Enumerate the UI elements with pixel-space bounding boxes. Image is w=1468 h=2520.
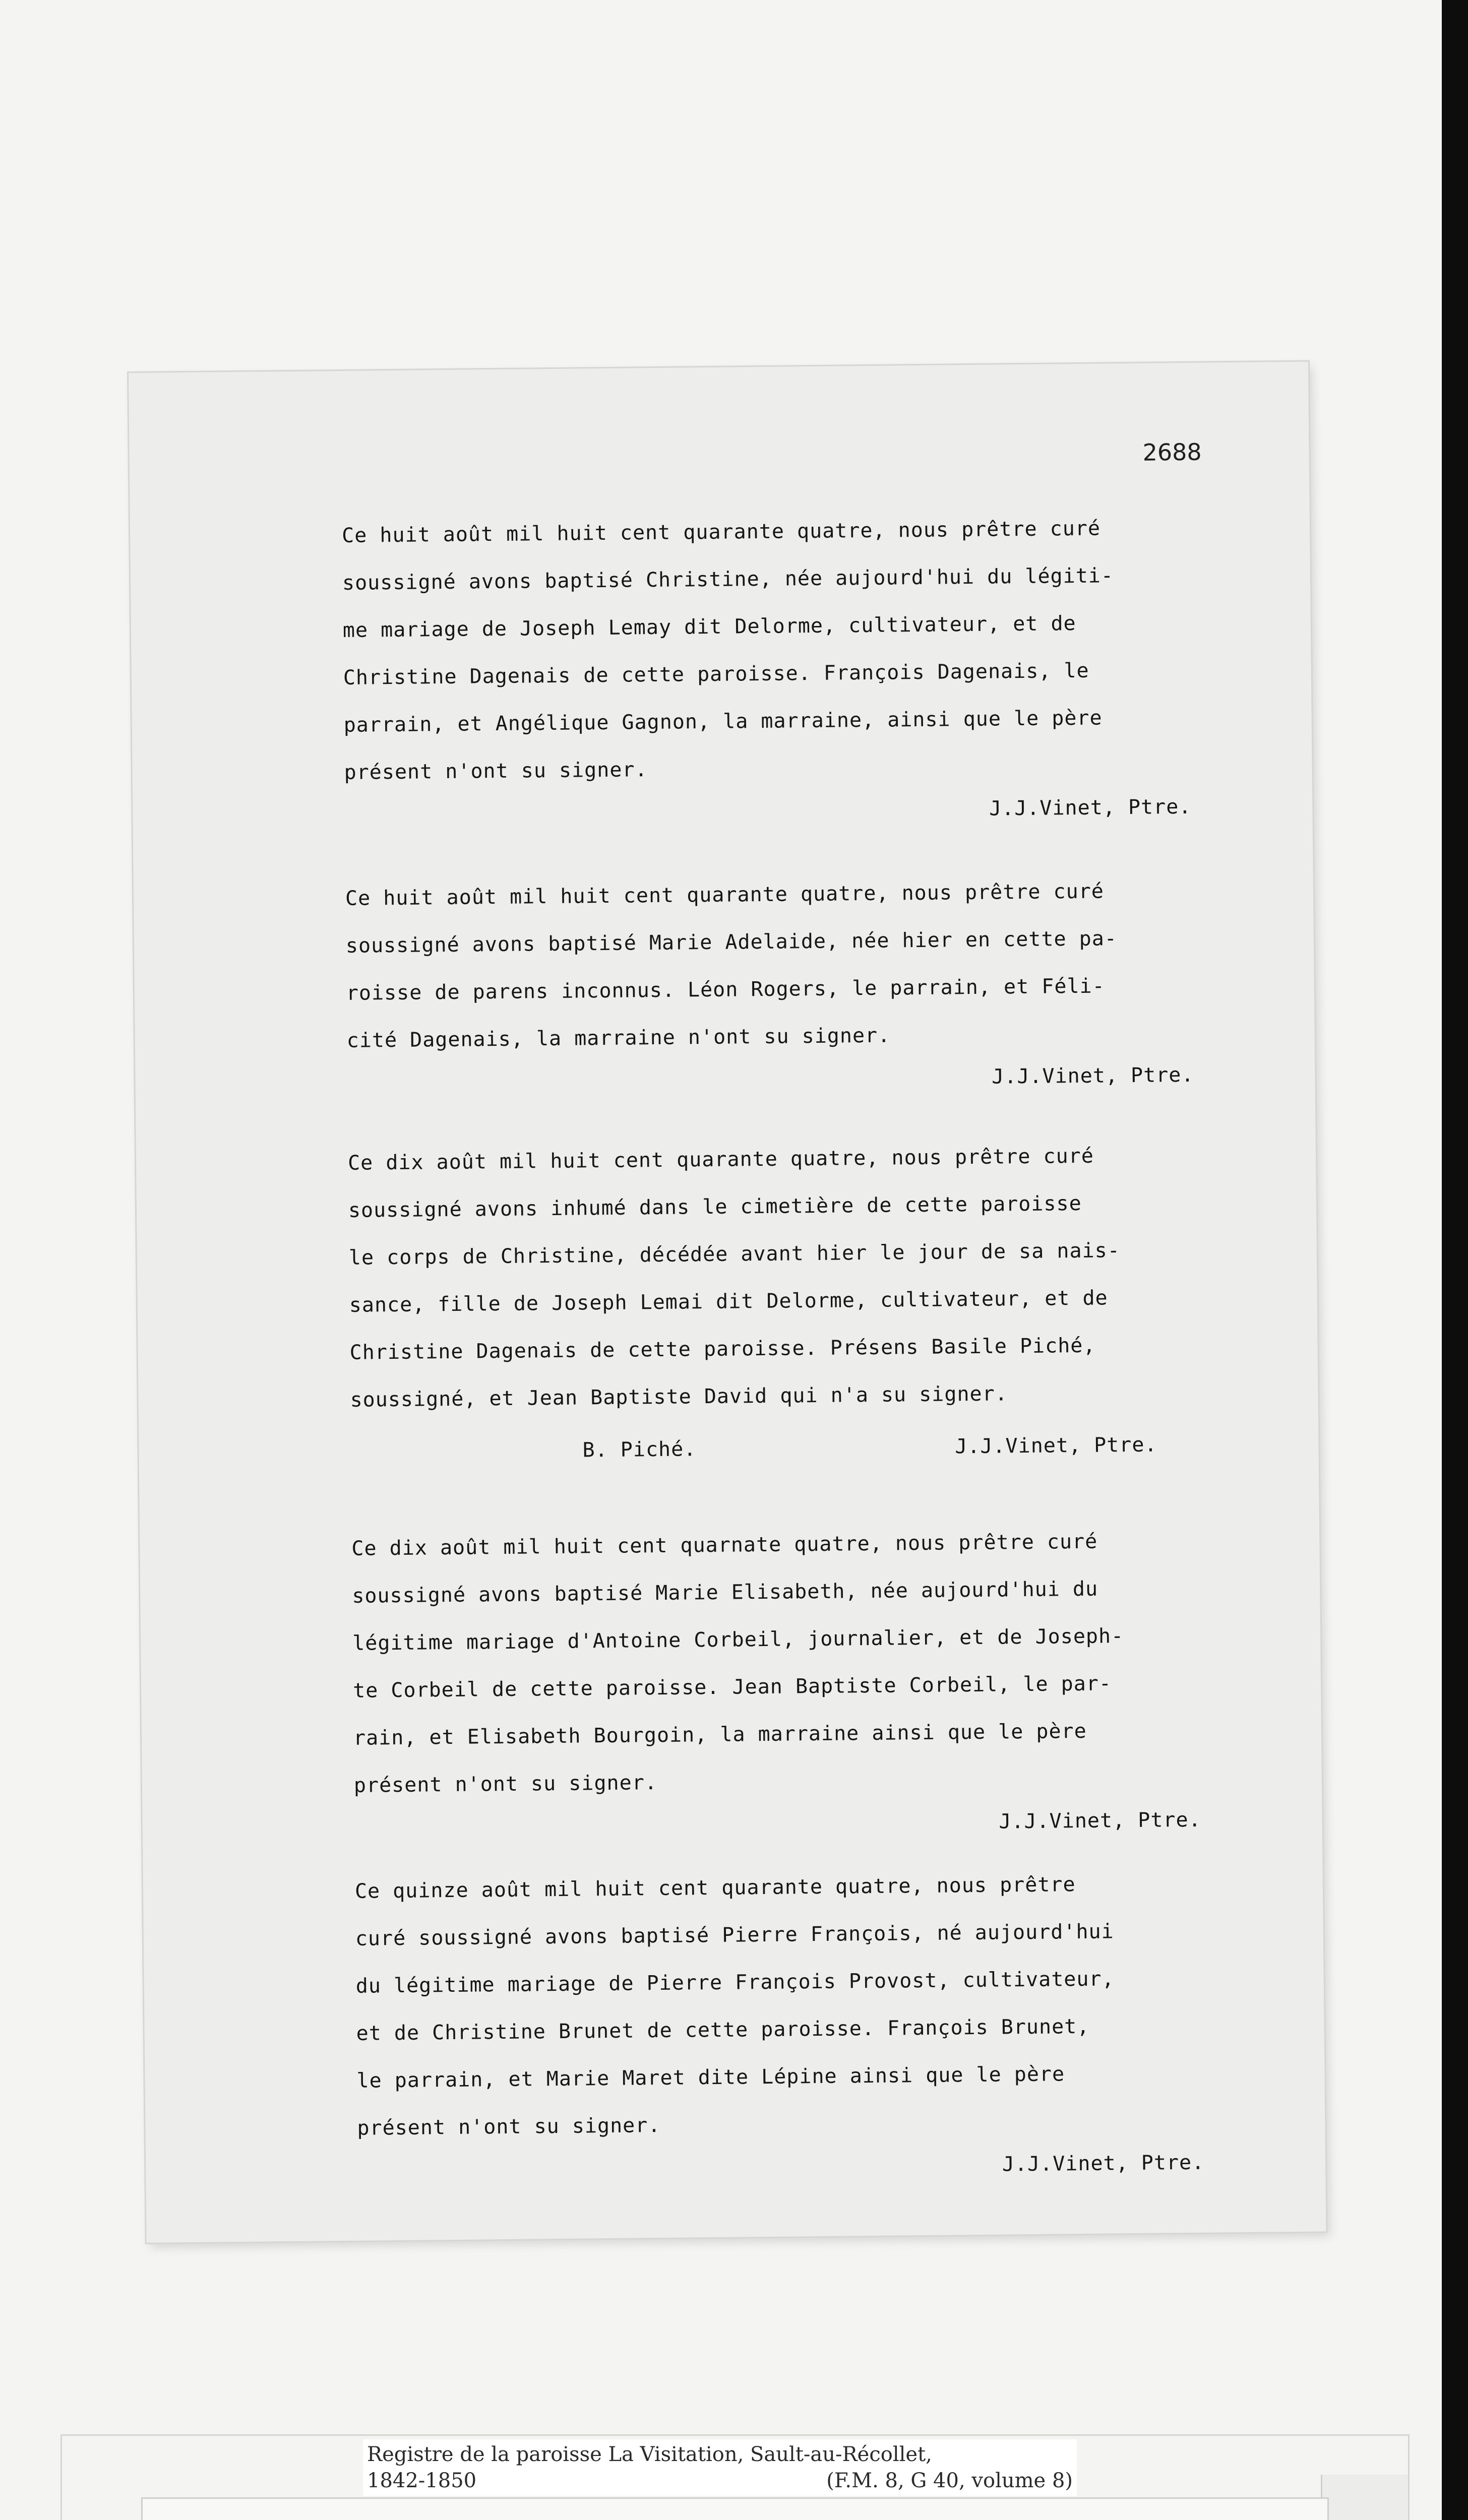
- register-entry-5: [354, 1859, 1255, 2194]
- signature-row: [350, 1420, 1248, 1476]
- priest-signature: J.J.Vinet, Ptre.: [989, 795, 1192, 821]
- entry-line: soussigné avons baptisé Christine, née aujourd'hui du légiti-: [342, 564, 1114, 595]
- priest-signature: J.J.Vinet, Ptre.: [999, 1808, 1201, 1834]
- register-page: [129, 362, 1326, 2243]
- archive-caption: [363, 2439, 1077, 2496]
- entry-line: Christine Dagenais de cette paroisse. François Dagenais, le: [343, 659, 1089, 689]
- entry-line: soussigné avons baptisé Marie Elisabeth, née aujourd'hui du: [352, 1577, 1098, 1608]
- entry-line: le parrain, et Marie Maret dite Lépine ainsi que le père: [356, 2062, 1065, 2093]
- mount-side-strip: [1321, 2475, 1408, 2520]
- caption-date-range: 1842-1850: [367, 2469, 477, 2492]
- page-number: 2688: [1142, 438, 1202, 466]
- entry-line: présent n'ont su signer.: [344, 758, 648, 784]
- entry-line: Ce huit août mil huit cent quarante quatre, nous prêtre curé: [345, 879, 1105, 910]
- register-entry-3: [348, 1131, 1248, 1476]
- entry-line: le corps de Christine, décédée avant hier le jour de sa nais-: [348, 1239, 1121, 1270]
- entry-line: curé soussigné avons baptisé Pierre François, né aujourd'hui: [355, 1920, 1114, 1950]
- register-entry-4: [351, 1517, 1252, 1852]
- entry-line: parrain, et Angélique Gagnon, la marraine, ainsi que le père: [343, 706, 1103, 737]
- entry-line: Ce dix août mil huit cent quarante quatre, nous prêtre curé: [347, 1144, 1094, 1175]
- register-entry-2: [345, 866, 1245, 1107]
- entry-line: légitime mariage d'Antoine Corbeil, journalier, et de Joseph-: [352, 1624, 1124, 1655]
- entry-line: soussigné avons baptisé Marie Adelaide, née hier en cette pa-: [345, 927, 1118, 958]
- caption-register-title: Registre de la paroisse La Visitation, Sault-au-Récollet,: [367, 2443, 932, 2466]
- entry-line: sance, fille de Joseph Lemai dit Delorme, cultivateur, et de: [349, 1286, 1108, 1317]
- priest-signature: J.J.Vinet, Ptre.: [991, 1063, 1194, 1089]
- entry-line: soussigné avons inhumé dans le cimetière de cette paroisse: [348, 1191, 1082, 1222]
- entry-line: Ce huit août mil huit cent quarante quatre, nous prêtre curé: [341, 517, 1101, 547]
- film-border-right: [1442, 0, 1468, 2520]
- entry-line: Ce dix août mil huit cent quarnate quatre, nous prêtre curé: [351, 1530, 1098, 1560]
- entry-line: rain, et Elisabeth Bourgoin, la marraine ainsi que le père: [353, 1719, 1087, 1750]
- entry-line: et de Christine Brunet de cette paroisse. François Brunet,: [356, 2014, 1090, 2045]
- caption-reference: (F.M. 8, G 40, volume 8): [826, 2469, 1073, 2492]
- entry-line: roisse de parens inconnus. Léon Rogers, le parrain, et Féli-: [346, 974, 1105, 1005]
- entry-line: Christine Dagenais de cette paroisse. Présens Basile Piché,: [349, 1334, 1096, 1364]
- priest-signature: J.J.Vinet, Ptre.: [954, 1433, 1157, 1459]
- entry-line: présent n'ont su signer.: [357, 2114, 661, 2140]
- entry-line: soussigné, et Jean Baptiste David qui n'a su signer.: [350, 1382, 1008, 1412]
- entry-line: présent n'ont su signer.: [353, 1771, 658, 1797]
- entry-line: Ce quinze août mil huit cent quarante quatre, nous prêtre: [354, 1873, 1076, 1903]
- archives-stamp: [141, 2497, 1329, 2520]
- priest-signature: J.J.Vinet, Ptre.: [1002, 2151, 1205, 2176]
- entry-line: du légitime mariage de Pierre François Provost, cultivateur,: [355, 1967, 1115, 1998]
- entry-line: cité Dagenais, la marraine n'ont su signer.: [346, 1024, 891, 1052]
- register-entry-1: [342, 503, 1242, 839]
- entry-line: te Corbeil de cette paroisse. Jean Baptiste Corbeil, le par-: [352, 1672, 1112, 1703]
- witness-signature: B. Piché.: [582, 1437, 697, 1462]
- entry-line: me mariage de Joseph Lemay dit Delorme, cultivateur, et de: [342, 611, 1076, 642]
